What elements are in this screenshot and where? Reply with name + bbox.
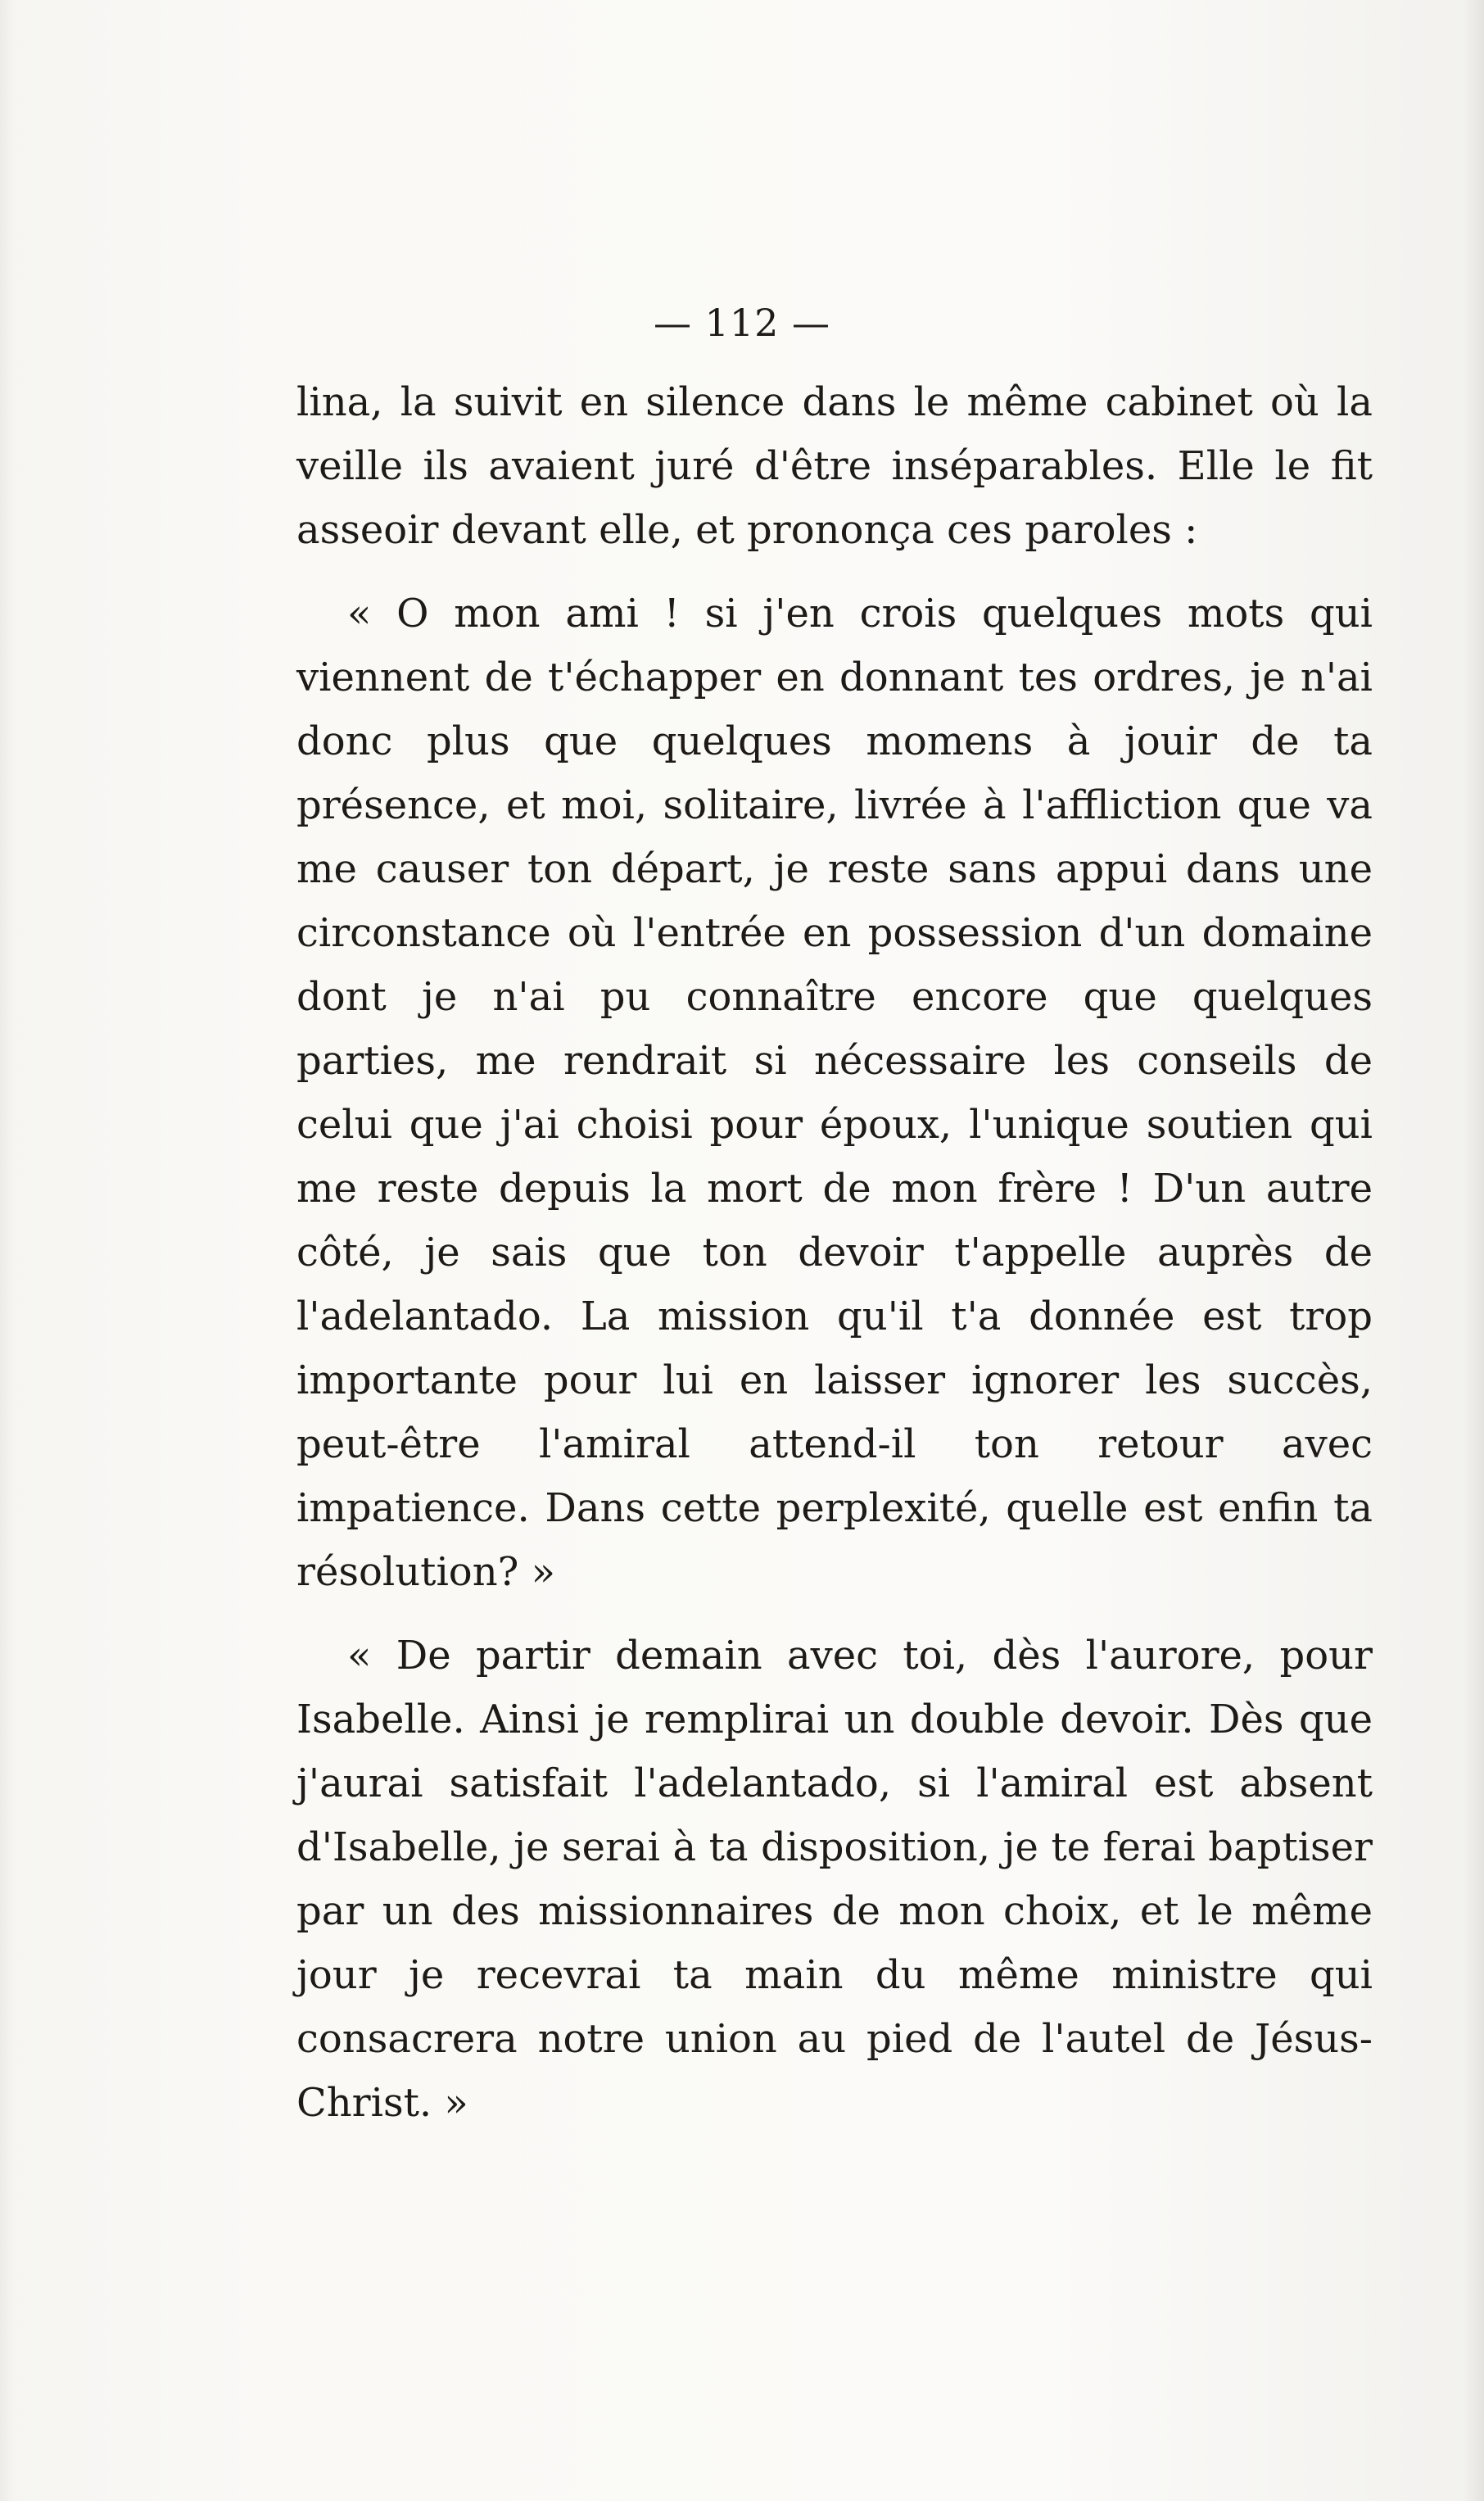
right-page-shadow	[1464, 0, 1484, 2501]
page-text	[296, 370, 1373, 2135]
left-page-shadow	[0, 0, 15, 2501]
page-number: — 112 —	[653, 301, 831, 345]
paragraph-question: « O mon ami ! si j'en crois quelques mots qui viennent de t'échapper en donnant tes ordres, je n'ai donc plus que quelques momens à jouir de ta présence, et moi, solitaire, livrée à l'affliction que va me causer ton départ, je reste sans appui dans une circonstance où l'entrée en possession d'un domaine dont je n'ai pu connaître encore que quelques parties, me rendrait si nécessaire les conseils de celui que j'ai choisi pour époux, l'unique soutien qui me reste depuis la mort de mon frère ! D'un autre côté, je sais que ton devoir t'appelle auprès de l'adelantado. La mission qu'il t'a donnée est trop importante pour lui en laisser ignorer les succès, peut-être l'amiral attend-il ton retour avec impatience. Dans cette perplexité, quelle est enfin ta résolution? »	[296, 591, 1373, 1595]
paragraph-continuation: lina, la suivit en silence dans le même cabinet où la veille ils avaient juré d'être inséparables. Elle le fit asseoir devant elle, et prononça ces paroles :	[296, 379, 1373, 553]
paragraph-answer: « De partir demain avec toi, dès l'aurore, pour Isabelle. Ainsi je remplirai un double devoir. Dès que j'aurai satisfait l'adelantado, si l'amiral est absent d'Isabelle, je serai à ta disposition, je te ferai baptiser par un des missionnaires de mon choix, et le même jour je recevrai ta main du même ministre qui consacrera notre union au pied de l'autel de Jésus-Christ. »	[296, 1633, 1373, 2126]
